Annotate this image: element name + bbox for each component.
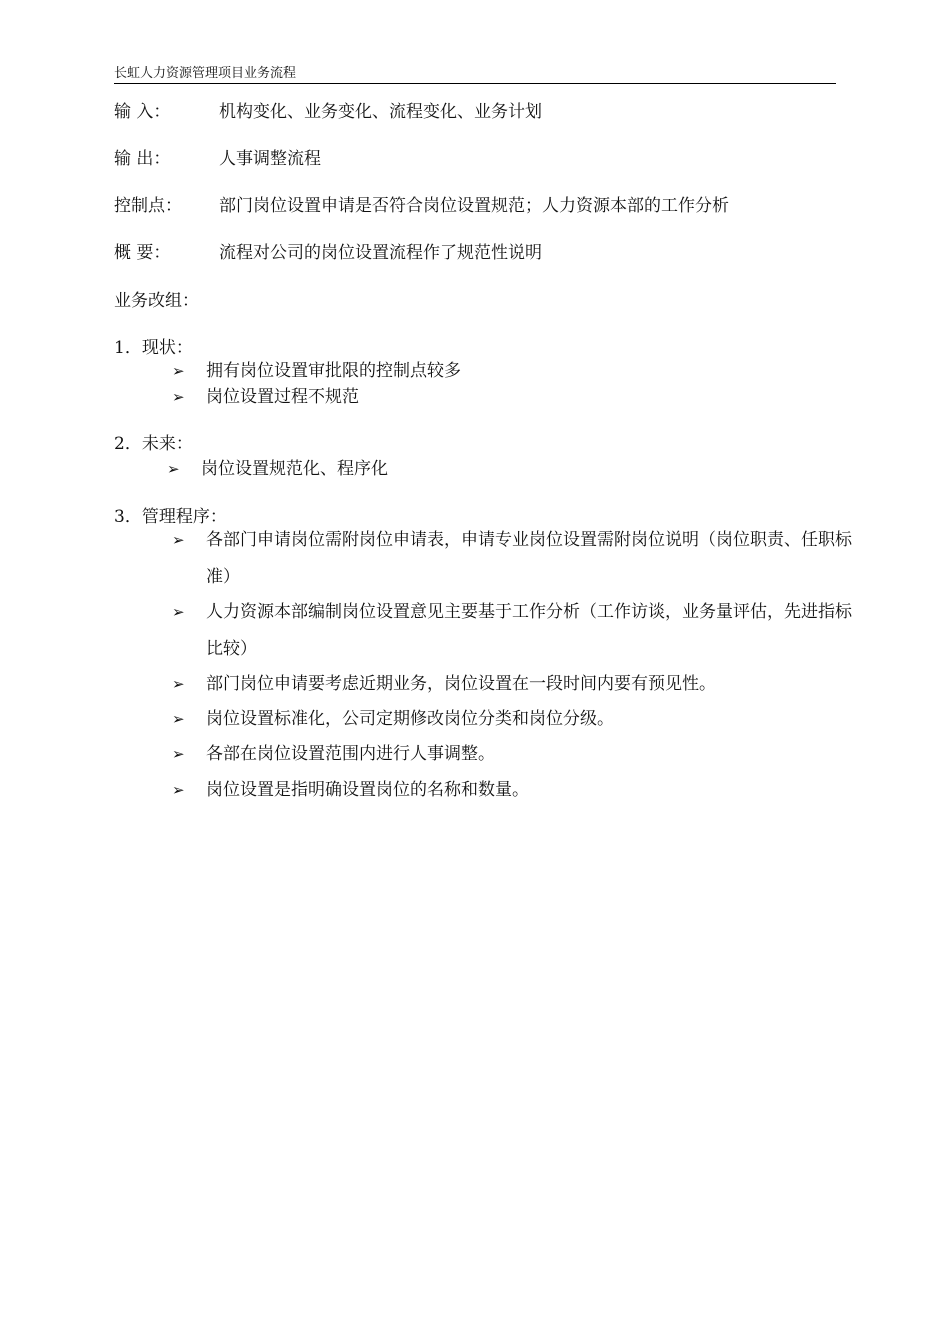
list-item-text: 人力资源本部编制岗位设置意见主要基于工作分析（工作访谈，业务量评估，先进指标比较） — [206, 602, 852, 659]
section-title: 未来： — [141, 434, 193, 454]
summary-label: 概 要： — [114, 243, 171, 263]
list-item — [172, 736, 852, 773]
reorg-heading: 业务改组： — [114, 291, 199, 311]
section-future-heading — [114, 433, 193, 455]
list-item — [172, 772, 852, 809]
list-item-text: 各部在岗位设置范围内进行人事调整。 — [206, 744, 495, 764]
list-item-text: 岗位设置是指明确设置岗位的名称和数量。 — [206, 780, 529, 800]
list-item — [172, 522, 852, 596]
input-value: 机构变化、业务变化、流程变化、业务计划 — [219, 102, 542, 122]
summary-row — [114, 242, 542, 264]
list-item-text: 岗位设置过程不规范 — [206, 387, 359, 407]
arrowhead-bullet-icon: ➢ — [172, 745, 185, 763]
page-header: 长虹人力资源管理项目业务流程 — [114, 66, 836, 84]
arrowhead-bullet-icon: ➢ — [172, 675, 185, 693]
list-item-text: 部门岗位申请要考虑近期业务，岗位设置在一段时间内要有预见性。 — [206, 674, 716, 694]
arrowhead-bullet-icon: ➢ — [172, 603, 185, 621]
summary-value: 流程对公司的岗位设置流程作了规范性说明 — [219, 243, 542, 263]
control-point-value: 部门岗位设置申请是否符合岗位设置规范；人力资源本部的工作分析 — [219, 196, 729, 216]
output-label: 输 出： — [114, 149, 171, 169]
section-number: 3． — [114, 507, 142, 527]
section-number: 1． — [114, 338, 142, 358]
list-item — [172, 666, 852, 703]
input-row — [114, 101, 542, 123]
arrowhead-bullet-icon: ➢ — [172, 531, 185, 549]
arrowhead-bullet-icon: ➢ — [172, 781, 185, 799]
control-point-label: 控制点： — [114, 196, 182, 216]
list-item — [172, 701, 852, 738]
output-row — [114, 148, 321, 170]
list-item-text: 各部门申请岗位需附岗位申请表，申请专业岗位设置需附岗位说明（岗位职责、任职标准） — [206, 530, 852, 587]
input-label: 输 入： — [114, 102, 171, 122]
arrowhead-bullet-icon: ➢ — [172, 710, 185, 728]
arrowhead-bullet-icon: ➢ — [172, 362, 185, 380]
list-item-text: 岗位设置标准化，公司定期修改岗位分类和岗位分级。 — [206, 709, 614, 729]
list-item — [172, 594, 852, 668]
control-point-row — [114, 195, 729, 217]
section-current-heading — [114, 337, 193, 359]
list-item-text: 拥有岗位设置审批限的控制点较多 — [206, 361, 461, 381]
section-title: 管理程序： — [141, 507, 227, 527]
output-value: 人事调整流程 — [219, 149, 321, 169]
list-item-text: 岗位设置规范化、程序化 — [201, 459, 388, 479]
arrowhead-bullet-icon: ➢ — [167, 460, 180, 478]
section-title: 现状： — [141, 338, 193, 358]
section-number: 2． — [114, 434, 142, 454]
arrowhead-bullet-icon: ➢ — [172, 388, 185, 406]
